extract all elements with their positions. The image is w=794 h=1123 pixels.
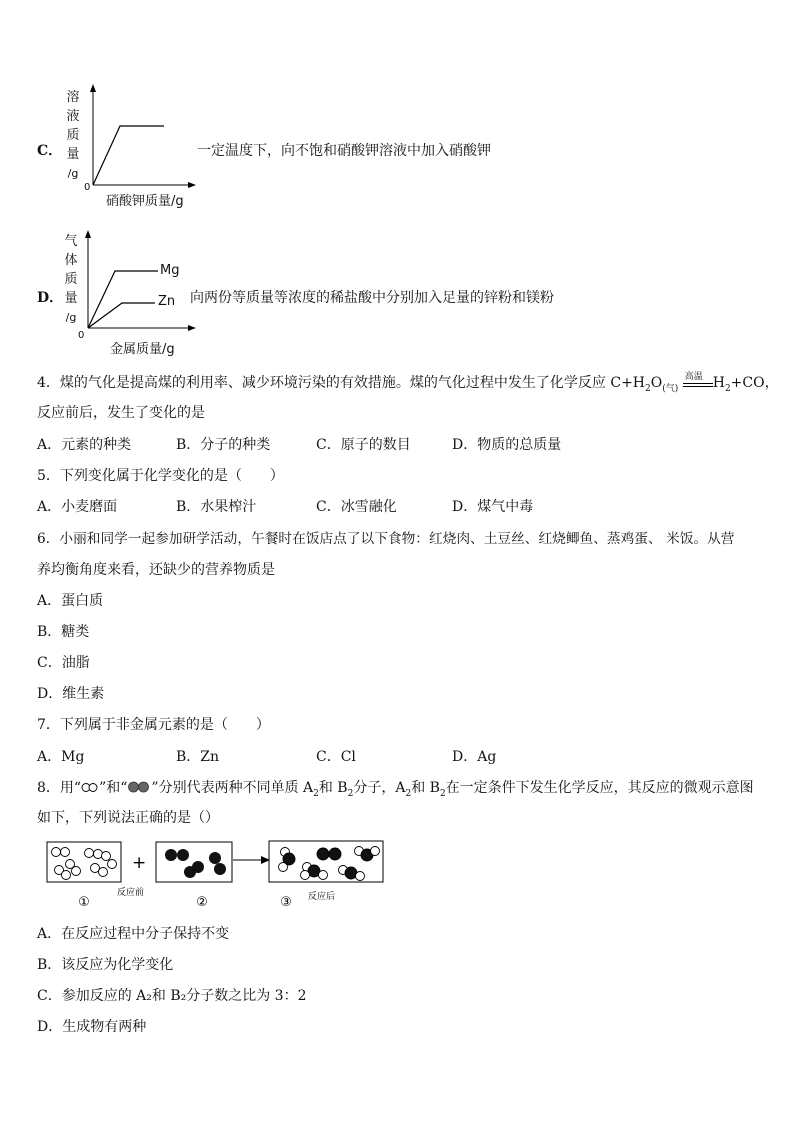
q7-option-c[interactable]: C．Cl [316,749,356,765]
q8-option-c[interactable]: C．参加反应的 A₂和 B₂分子数之比为 3：2 [37,988,307,1004]
q4-option-c[interactable]: C．原子的数目 [316,437,411,453]
option-d-letter: D． [37,290,64,306]
option-c-caption: 一定温度下，向不饱和硝酸钾溶液中加入硝酸钾 [197,143,491,159]
label-before: 反应前 [117,888,145,898]
q4-option-b[interactable]: B．分子的种类 [176,437,271,453]
mg-curve [88,271,158,328]
label-after: 反应后 [308,892,336,902]
q5-option-a[interactable]: A．小麦磨面 [37,499,118,515]
option-c-x-label: 硝酸钾质量/g [106,194,184,209]
q6-option-a[interactable]: A．蛋白质 [37,593,104,609]
q8-option-a[interactable]: A．在反应过程中分子保持不变 [37,926,230,942]
q4-stem-line1: 4．煤的气化是提高煤的利用率、减少环境污染的有效措施。煤的气化过程中发生了化学反应 $C+H_2O_{(气)}$ 高温 $H_2+CO$， [37,373,779,399]
option-d-origin: 0 [78,330,85,341]
q8-option-b[interactable]: B．该反应为化学变化 [37,957,174,973]
reaction-diagram [40,838,390,910]
plus-sign: + [132,853,147,873]
q6-option-c[interactable]: C．油脂 [37,655,90,671]
q6-option-d[interactable]: D．维生素 [37,686,105,702]
q5-stem: 5．下列变化属于化学变化的是（ ） [37,468,284,484]
q7-option-d[interactable]: D．Ag [452,749,497,765]
option-d-y-label: 气 体 质 量 /g [64,234,78,324]
option-c-letter: C． [37,143,63,159]
q8-stem-line2: 如下，下列说法正确的是（） [37,810,219,826]
label-num-2: ② [196,895,208,910]
q8-option-d[interactable]: D．生成物有两种 [37,1019,147,1035]
q7-option-b[interactable]: B．Zn [176,749,220,765]
q6-stem-line1: 6．小丽和同学一起参加研学活动，午餐时在饭店点了以下食物：红烧肉、土豆丝、红烧鲫鱼、蒸鸡蛋、 米饭。从营 [37,531,735,547]
option-d-x-label: 金属质量/g [110,342,175,357]
q4-option-a[interactable]: A．元素的种类 [37,437,132,453]
black-molecule-icon [127,781,151,793]
label-num-3: ③ [280,895,292,910]
option-c-origin: 0 [84,182,91,193]
option-c-y-label: 溶 液 质 量 /g [66,90,80,180]
q6-option-b[interactable]: B．糖类 [37,624,90,640]
option-d-caption: 向两份等质量等浓度的稀盐酸中分别加入足量的锌粉和镁粉 [190,290,554,306]
q5-option-d[interactable]: D．煤气中毒 [452,499,534,515]
q7-option-a[interactable]: A．Mg [37,749,85,765]
q7-stem: 7．下列属于非金属元素的是（ ） [37,717,270,733]
q8-stem-line1: 8．用“ ”和“ ”分别代表两种不同单质 $A_2$和 $B_2$分子，$A_2$和 $B_2$在一定条件下发生化学反应，其反应的微观示意图 [37,780,754,799]
q4-stem-line2: 反应前后，发生了变化的是 [37,405,205,421]
series-label-zn: Zn [158,294,176,309]
q5-option-c[interactable]: C．冰雪融化 [316,499,397,515]
q4-option-d[interactable]: D．物质的总质量 [452,437,562,453]
series-label-mg: Mg [160,263,180,278]
reaction-condition: 高温 [684,372,703,382]
q6-stem-line2: 养均衡角度来看，还缺少的营养物质是 [37,562,275,578]
q5-option-b[interactable]: B．水果榨汁 [176,499,257,515]
label-num-1: ① [78,895,90,910]
white-molecule-icon [81,782,99,793]
